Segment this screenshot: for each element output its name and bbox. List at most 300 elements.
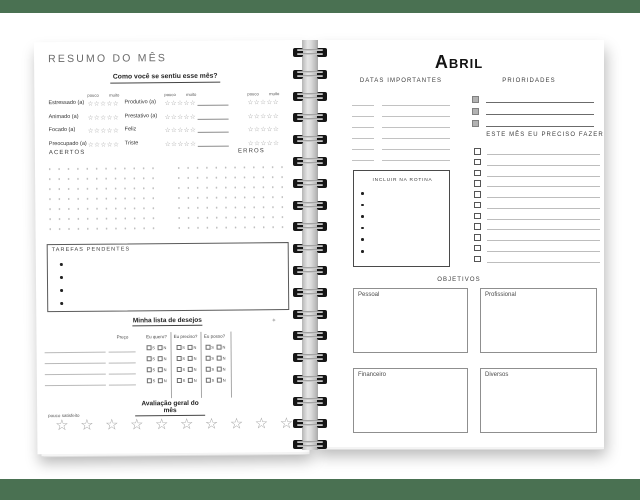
- checkbox-label: S: [152, 345, 155, 351]
- wishlist-checkbox-group: [202, 378, 230, 383]
- todo-line: [487, 168, 600, 177]
- objetivo-box-label: Financeiro: [358, 372, 387, 378]
- wishlist-title: Minha lista de desejos: [132, 317, 202, 327]
- checkbox-pair: [206, 356, 214, 361]
- checkbox-icon: [147, 357, 152, 362]
- important-date-row: [352, 131, 452, 140]
- filled-checkbox-icon: [472, 120, 479, 127]
- feeling-label: Focado (a): [48, 127, 76, 134]
- todo-line: [487, 200, 600, 209]
- ring-wire: [297, 420, 323, 422]
- feelings-row: [48, 98, 278, 113]
- date-line: [352, 153, 374, 161]
- checkbox-label: N: [193, 377, 197, 383]
- checkbox-pair: [147, 367, 155, 372]
- ring-wire: [297, 358, 323, 360]
- wishlist-checkbox-group: [173, 367, 201, 372]
- ring-wire: [297, 267, 323, 269]
- binding-ring-icon: [293, 310, 327, 319]
- checkbox-pair: [188, 356, 196, 361]
- checkbox-icon: [217, 356, 222, 361]
- checkbox-icon: [177, 378, 182, 383]
- binding-ring-icon: [293, 375, 327, 384]
- wishlist-price-line: [109, 344, 136, 352]
- custom-feeling-line: [198, 112, 229, 119]
- checkbox-icon: [474, 159, 481, 166]
- wishlist-question-header: Eu quero?: [146, 334, 167, 340]
- checkbox-pair: [188, 378, 196, 383]
- wishlist-price-line: [109, 366, 136, 374]
- checkbox-icon: [177, 367, 182, 372]
- checkbox-icon: [474, 256, 481, 263]
- checkbox-icon: [474, 234, 481, 241]
- month-title: ABRIL: [434, 52, 484, 72]
- event-line: [382, 153, 450, 161]
- rating-title: Avaliação geral do mês: [135, 400, 205, 417]
- star-rating-icons: ☆☆☆☆☆: [164, 113, 197, 121]
- checkbox-pair: [206, 367, 214, 372]
- star-rating-icons: ☆☆☆☆☆: [164, 99, 197, 108]
- important-date-row: [352, 98, 452, 107]
- star-rating-icons: ☆☆☆☆☆: [247, 112, 280, 121]
- scale-pair: [87, 93, 119, 98]
- checkbox-pair: [158, 367, 166, 372]
- date-line: [352, 131, 374, 139]
- checkbox-icon: [474, 202, 481, 209]
- checkbox-label: N: [163, 367, 167, 373]
- checkbox-icon: [158, 378, 163, 383]
- wishlist-checkbox-group: [202, 345, 230, 350]
- bullet-icon: [60, 289, 63, 292]
- feelings-header: Como você se sentiu esse mês?: [110, 73, 220, 84]
- checkbox-icon: [188, 356, 193, 361]
- checkbox-label: N: [222, 377, 226, 383]
- rating-low-label: pouco satisfeito: [48, 412, 80, 419]
- checkbox-label: S: [182, 366, 186, 372]
- checkbox-pair: [217, 367, 225, 372]
- wishlist-checkbox-group: [202, 367, 230, 372]
- todo-row: [474, 221, 602, 231]
- ring-wire: [297, 202, 323, 204]
- ring-wire: [297, 97, 323, 99]
- checkbox-icon: [188, 367, 193, 372]
- checkbox-icon: [474, 148, 481, 155]
- checkbox-label: N: [222, 355, 226, 361]
- star-icon: ☆: [80, 416, 94, 434]
- binding-ring-icon: [293, 419, 327, 428]
- star-icon: ☆: [129, 416, 144, 434]
- checkbox-pair: [158, 356, 166, 361]
- ring-wire: [297, 424, 323, 426]
- star-rating-icons: ☆☆☆☆☆: [87, 114, 120, 122]
- binding-ring-icon: [293, 222, 327, 231]
- ring-wire: [297, 245, 323, 247]
- todo-line: [487, 254, 600, 263]
- scale-high-label: muito: [186, 91, 197, 97]
- binding-ring-icon: [293, 70, 327, 79]
- checkbox-label: N: [193, 366, 197, 372]
- feeling-label: Animado (a): [48, 113, 79, 120]
- checkbox-label: S: [182, 355, 186, 361]
- ring-wire: [297, 162, 323, 164]
- sparkle-icon: ✦: [271, 318, 277, 325]
- star-rating-icons: ☆☆☆☆☆: [247, 139, 280, 148]
- scale-pair: [247, 91, 279, 96]
- bullet-icon: [361, 215, 364, 218]
- event-line: [382, 98, 450, 106]
- checkbox-label: S: [211, 355, 215, 361]
- date-line: [352, 98, 374, 106]
- wishlist-row: [45, 343, 245, 355]
- ring-wire: [297, 140, 323, 142]
- wishlist-price-line: [109, 377, 136, 385]
- checkbox-pair: [147, 378, 155, 383]
- checkbox-icon: [158, 345, 163, 350]
- checkbox-icon: [188, 345, 193, 350]
- wishlist-item-line: [45, 356, 106, 365]
- ring-wire: [297, 75, 323, 77]
- binding-ring-icon: [293, 353, 327, 362]
- incluir-na-rotina-text: INCLUIR NA ROTINA: [370, 178, 436, 183]
- checkbox-icon: [206, 378, 211, 383]
- scale-low-label: pouco: [164, 92, 176, 98]
- binding-ring-icon: [293, 113, 327, 122]
- checkbox-pair: [217, 378, 225, 383]
- checkbox-pair: [177, 367, 185, 372]
- todo-row: [474, 189, 602, 199]
- wishlist-item-line: [45, 345, 106, 354]
- star-icon: ☆: [105, 416, 119, 434]
- checkbox-icon: [474, 180, 481, 187]
- spiral-binding-rings: [293, 40, 327, 452]
- checkbox-pair: [177, 378, 185, 383]
- ring-wire: [297, 206, 323, 208]
- priority-row: [472, 106, 596, 116]
- star-rating-icons: ☆☆☆☆☆: [164, 127, 197, 135]
- feelings-row: [49, 125, 279, 140]
- star-rating-icons: ☆☆☆☆☆: [87, 100, 120, 108]
- feeling-label: Triste: [124, 140, 139, 147]
- binding-ring-icon: [293, 288, 327, 297]
- tarefas-pendentes-box: [47, 242, 290, 312]
- prioridades-header: PRIORIDADES: [502, 78, 556, 84]
- star-icon: ☆: [254, 415, 269, 433]
- bullet-icon: [60, 302, 63, 305]
- wishlist-rows: [45, 343, 245, 391]
- todo-checklist: [474, 146, 602, 268]
- checkbox-icon: [147, 346, 152, 351]
- priority-line: [486, 118, 594, 127]
- checkbox-label: N: [163, 378, 167, 384]
- bullet-icon: [60, 276, 63, 279]
- checkbox-pair: [206, 345, 214, 350]
- objetivo-box-label: Pessoal: [358, 292, 380, 298]
- ring-wire: [297, 93, 323, 95]
- left-page: [34, 40, 310, 454]
- ring-wire: [297, 402, 323, 404]
- ring-wire: [297, 158, 323, 160]
- priority-line: [486, 94, 594, 103]
- todo-line: [487, 157, 600, 166]
- prioridades-rows: [472, 94, 596, 132]
- objetivo-box-label: Profissional: [485, 292, 517, 298]
- date-line: [352, 120, 374, 128]
- checkbox-icon: [474, 191, 481, 198]
- event-line: [382, 142, 450, 150]
- event-line: [382, 131, 450, 139]
- todo-line: [487, 189, 600, 198]
- ring-wire: [297, 184, 323, 186]
- erros-dot-grid: [172, 159, 286, 236]
- acertos-label: ACERTOS: [48, 149, 86, 157]
- checkbox-icon: [147, 368, 152, 373]
- todo-line: [487, 146, 600, 155]
- custom-feeling-line: [197, 99, 228, 106]
- checkbox-icon: [147, 379, 152, 384]
- priority-line: [486, 106, 594, 115]
- objetivo-box-pessoal: [353, 288, 468, 353]
- todo-row: [474, 211, 602, 221]
- star-icon: ☆: [179, 415, 194, 434]
- feeling-label: Feliz: [124, 126, 137, 133]
- checkbox-label: N: [193, 355, 197, 361]
- todo-header: ESTE MÊS EU PRECISO FAZER: [486, 132, 604, 138]
- checkbox-label: S: [152, 367, 156, 373]
- ring-wire: [297, 271, 323, 273]
- objetivo-box-label: Diversos: [485, 372, 509, 378]
- star-rating-icons: ☆☆☆☆☆: [87, 127, 120, 135]
- wishlist-item-line: [45, 378, 106, 387]
- checkbox-pair: [188, 345, 196, 350]
- checkbox-icon: [206, 356, 211, 361]
- wishlist-checkbox-group: [143, 345, 171, 350]
- star-rating-icons: ☆☆☆☆☆: [247, 99, 280, 107]
- priority-row: [472, 118, 596, 128]
- todo-line: [487, 178, 600, 187]
- date-line: [352, 109, 374, 117]
- ring-wire: [297, 49, 323, 51]
- checkbox-label: N: [163, 345, 167, 351]
- checkbox-icon: [206, 367, 211, 372]
- ring-wire: [297, 71, 323, 73]
- top-green-band: [0, 0, 640, 13]
- wishlist-price-line: [109, 355, 136, 363]
- date-line: [352, 142, 374, 150]
- todo-row: [474, 254, 602, 264]
- erros-label: ERROS: [237, 148, 265, 155]
- ring-wire: [297, 289, 323, 291]
- event-line: [382, 120, 450, 128]
- checkbox-icon: [177, 345, 182, 350]
- tarefas-pendentes-label: TAREFAS PENDENTES: [51, 246, 131, 254]
- ring-wire: [297, 293, 323, 295]
- ring-wire: [297, 380, 323, 382]
- checkbox-pair: [158, 345, 166, 350]
- filled-checkbox-icon: [472, 108, 479, 115]
- important-date-row: [352, 153, 452, 162]
- binding-ring-icon: [293, 48, 327, 57]
- todo-line: [487, 232, 600, 241]
- checkbox-icon: [474, 223, 481, 230]
- star-rating-icons: ☆☆☆☆☆: [247, 126, 280, 134]
- feeling-label: Prestativo (a): [124, 112, 158, 120]
- objetivo-box-profissional: [480, 288, 597, 353]
- binding-ring-icon: [293, 244, 327, 253]
- important-date-row: [352, 142, 452, 151]
- binding-ring-icon: [293, 157, 327, 166]
- checkbox-icon: [177, 356, 182, 361]
- checkbox-label: S: [182, 344, 185, 350]
- acertos-dot-grid: [43, 160, 157, 237]
- bullet-icon: [361, 192, 364, 195]
- bullet-icon: [60, 263, 63, 266]
- binding-ring-icon: [293, 266, 327, 275]
- wishlist-checkbox-group: [173, 356, 201, 361]
- star-rating-icons: ☆☆☆☆☆: [164, 140, 197, 148]
- bullet-icon: [361, 227, 364, 230]
- wishlist-row: [45, 365, 245, 377]
- binding-ring-icon: [293, 201, 327, 210]
- checkbox-icon: [188, 378, 193, 383]
- checkbox-pair: [217, 345, 225, 350]
- important-date-row: [352, 120, 452, 129]
- ring-wire: [297, 136, 323, 138]
- wishlist-item-line: [45, 367, 106, 376]
- binding-ring-icon: [293, 440, 327, 449]
- priority-row: [472, 94, 596, 104]
- todo-line: [487, 243, 600, 252]
- wishlist-row: [45, 354, 245, 366]
- custom-feeling-line: [198, 139, 229, 146]
- wishlist-checkbox-group: [173, 345, 201, 350]
- wishlist-checkbox-group: [143, 356, 171, 361]
- checkbox-icon: [206, 345, 211, 350]
- checkbox-icon: [474, 170, 481, 177]
- incluir-na-rotina-box: [353, 170, 450, 267]
- checkbox-pair: [147, 356, 155, 361]
- page-title: RESUMO DO MÊS: [48, 52, 168, 66]
- checkbox-label: S: [182, 377, 186, 383]
- binding-ring-icon: [293, 331, 327, 340]
- star-icon: ☆: [55, 416, 69, 435]
- checkbox-pair: [147, 345, 155, 350]
- checkbox-label: S: [211, 377, 215, 383]
- star-rating-icons: ☆☆☆☆☆: [87, 141, 120, 149]
- binding-ring-icon: [293, 179, 327, 188]
- bottom-green-band: [0, 479, 640, 500]
- star-icon: ☆: [154, 416, 169, 434]
- checkbox-label: S: [211, 366, 215, 372]
- ring-wire: [297, 180, 323, 182]
- ring-wire: [297, 398, 323, 400]
- objetivo-box-financeiro: [353, 368, 468, 433]
- star-icon: ☆: [204, 415, 219, 433]
- feelings-row: [49, 112, 279, 127]
- checkbox-label: N: [163, 356, 167, 362]
- month-rating-stars: [55, 415, 293, 434]
- binding-ring-icon: [293, 397, 327, 406]
- checkbox-icon: [474, 213, 481, 220]
- datas-importantes-rows: [352, 98, 452, 164]
- wishlist-question-header: Eu preciso?: [173, 333, 198, 340]
- checkbox-icon: [217, 367, 222, 372]
- ring-wire: [297, 311, 323, 313]
- ring-wire: [297, 354, 323, 356]
- wishlist-checkbox-group: [202, 356, 230, 361]
- star-icon: ☆: [229, 415, 244, 433]
- important-date-row: [352, 109, 452, 118]
- checkbox-label: S: [211, 344, 214, 350]
- wishlist-checkbox-group: [143, 378, 171, 383]
- feeling-label: Preocupado (a): [48, 140, 87, 147]
- objetivos-header: OBJETIVOS: [437, 277, 481, 283]
- todo-row: [474, 146, 602, 156]
- bullet-icon: [361, 238, 364, 241]
- checkbox-pair: [177, 356, 185, 361]
- checkbox-icon: [474, 245, 481, 252]
- wishlist-checkbox-group: [173, 378, 201, 383]
- todo-line: [487, 211, 600, 220]
- checkbox-icon: [217, 345, 222, 350]
- binding-ring-icon: [293, 92, 327, 101]
- scale-high-label: muito: [109, 92, 120, 98]
- checkbox-label: S: [152, 356, 156, 362]
- checkbox-label: N: [222, 366, 226, 372]
- datas-importantes-header: DATAS IMPORTANTES: [359, 78, 443, 84]
- ring-wire: [297, 376, 323, 378]
- custom-feeling-line: [198, 126, 229, 133]
- bullet-icon: [361, 250, 364, 253]
- checkbox-pair: [206, 378, 214, 383]
- wishlist-checkbox-group: [143, 367, 171, 372]
- ring-wire: [297, 315, 323, 317]
- star-icon: ☆: [279, 415, 294, 433]
- checkbox-pair: [188, 367, 196, 372]
- feeling-label: Estressado (a): [48, 99, 85, 107]
- checkbox-icon: [217, 378, 222, 383]
- scale-pair: [164, 92, 196, 97]
- checkbox-label: N: [193, 344, 197, 350]
- checkbox-pair: [217, 356, 225, 361]
- todo-row: [474, 168, 602, 178]
- checkbox-icon: [158, 356, 163, 361]
- todo-row: [474, 178, 602, 188]
- wishlist-question-header: Eu posso?: [203, 333, 226, 339]
- wishlist-price-header: Preço: [116, 334, 129, 340]
- bullet-icon: [361, 204, 364, 207]
- filled-checkbox-icon: [472, 96, 479, 103]
- ring-wire: [297, 53, 323, 55]
- incluir-na-rotina-label: [354, 168, 451, 186]
- todo-row: [474, 243, 602, 253]
- ring-wire: [297, 249, 323, 251]
- event-line: [382, 109, 450, 117]
- scale-low-label: pouco: [87, 92, 99, 98]
- right-page: [314, 40, 604, 447]
- scale-low-label: pouco: [247, 91, 259, 97]
- todo-line: [487, 221, 600, 230]
- binding-ring-icon: [293, 135, 327, 144]
- checkbox-pair: [158, 378, 166, 383]
- checkbox-label: S: [152, 378, 156, 384]
- checkbox-pair: [177, 345, 185, 350]
- todo-row: [474, 200, 602, 210]
- checkbox-label: N: [222, 344, 226, 350]
- wishlist-row: [45, 376, 245, 388]
- checkbox-icon: [158, 367, 163, 372]
- feeling-label: Produtivo (a): [124, 99, 156, 106]
- todo-row: [474, 157, 602, 167]
